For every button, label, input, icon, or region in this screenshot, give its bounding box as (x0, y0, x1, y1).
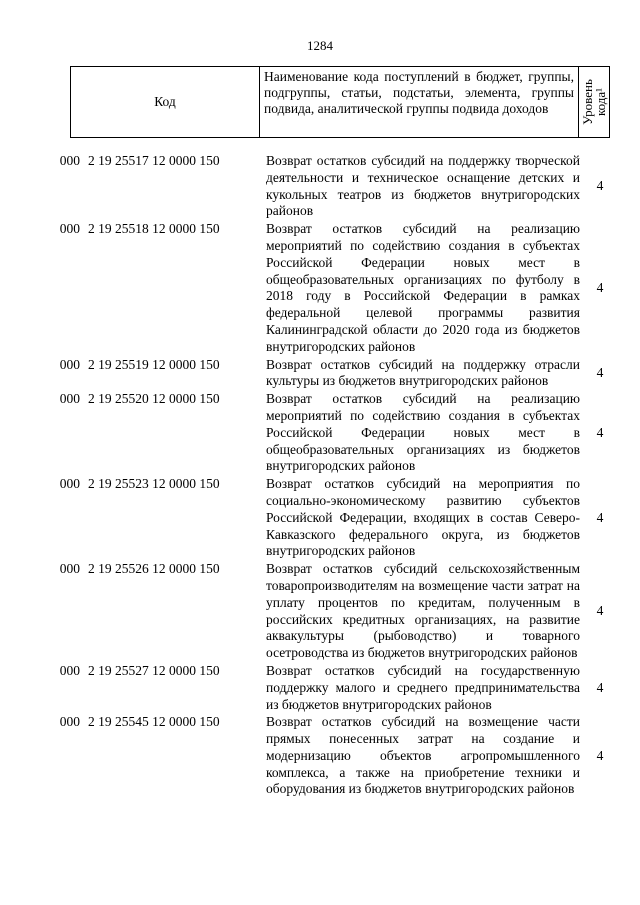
row-budget-code: 2 19 25517 12 0000 150 (88, 153, 220, 168)
row-admin-code: 000 (59, 356, 80, 372)
table-row (0, 561, 640, 662)
row-name: Возврат остатков субсидий на мероприятия по социально-экономическому развитию субъектов Российской Федерации, входящих в состав Северо-Кавказского федерального округа, из бюджетов внутригородских районов (266, 476, 580, 559)
header-code: Код (71, 67, 260, 137)
row-name: Возврат остатков субсидий на государственную поддержку малого и среднего предпринимательства из бюджетов внутригородских районов (266, 662, 580, 712)
row-admin-code: 000 (59, 714, 80, 730)
row-name: Возврат остатков субсидий на возмещение части прямых понесенных затрат на создание и модернизацию объектов агропромышленного комплекса, а также на приобретение техники и оборудования из бюджетов внутригородских районов (266, 714, 580, 797)
row-budget-code: 2 19 25520 12 0000 150 (88, 391, 220, 407)
row-admin-code: 000 (59, 221, 80, 237)
row-name: Возврат остатков субсидий на поддержку творческой деятельности и техническое оснащение детских и кукольных театров из бюджетов внутригородских районов (266, 153, 580, 219)
table-header (70, 66, 610, 138)
row-budget-code: 2 19 25545 12 0000 150 (88, 714, 220, 730)
row-budget-code: 2 19 25526 12 0000 150 (88, 561, 220, 577)
row-admin-code: 000 (59, 476, 80, 492)
row-level: 4 (596, 679, 604, 695)
table-row (0, 357, 640, 391)
row-name: Возврат остатков субсидий на реализацию мероприятий по содействию создания в субъектах Российской Федерации новых мест в общеобразовательных организациях по футболу в 2018 году в Российской Федерации в рамках федеральной целевой программы развития Калининградской области до 2020 года из бюджетов внутригородских районов (266, 221, 580, 354)
table-row (0, 221, 640, 355)
row-admin-code: 000 (59, 153, 80, 168)
row-level: 4 (596, 603, 604, 619)
table-row (0, 714, 640, 798)
row-name: Возврат остатков субсидий на реализацию мероприятий по содействию создания в субъектах Российской Федерации новых мест в общеобразовательных организациях из бюджетов внутригородских районов (266, 391, 580, 474)
header-level-line1: Уровень (580, 79, 595, 125)
row-budget-code: 2 19 25527 12 0000 150 (88, 662, 220, 678)
row-level: 4 (596, 364, 604, 380)
table-row (0, 153, 640, 220)
row-budget-code: 2 19 25523 12 0000 150 (88, 476, 220, 492)
row-admin-code: 000 (59, 561, 80, 577)
header-name: Наименование кода поступлений в бюджет, группы, подгруппы, статьи, подстатьи, элемента, группы подвида, аналитической группы подвида доходов (260, 67, 579, 137)
table-body (0, 153, 640, 798)
table-row (0, 663, 640, 713)
row-level: 4 (596, 178, 604, 194)
row-level: 4 (596, 747, 604, 763)
row-name: Возврат остатков субсидий сельскохозяйственным товаропроизводителям на возмещение части затрат на уплату процентов по кредитам, полученным в российских кредитных организациях, на развитие аквакультуры (рыбоводство) и товарного осетроводства из бюджетов внутригородских районов (266, 561, 580, 661)
page-number: 1284 (307, 38, 333, 53)
row-name: Возврат остатков субсидий на поддержку отрасли культуры из бюджетов внутригородских районов (266, 356, 580, 389)
row-budget-code: 2 19 25518 12 0000 150 (88, 221, 220, 237)
row-admin-code: 000 (59, 662, 80, 678)
row-level: 4 (596, 424, 604, 440)
table-row (0, 476, 640, 560)
table-row (0, 391, 640, 475)
row-admin-code: 000 (59, 391, 80, 407)
row-level: 4 (596, 279, 604, 295)
row-budget-code: 2 19 25519 12 0000 150 (88, 356, 220, 372)
header-level (579, 67, 609, 137)
header-level-line2: кода¹ (593, 87, 608, 117)
row-level: 4 (596, 509, 604, 525)
